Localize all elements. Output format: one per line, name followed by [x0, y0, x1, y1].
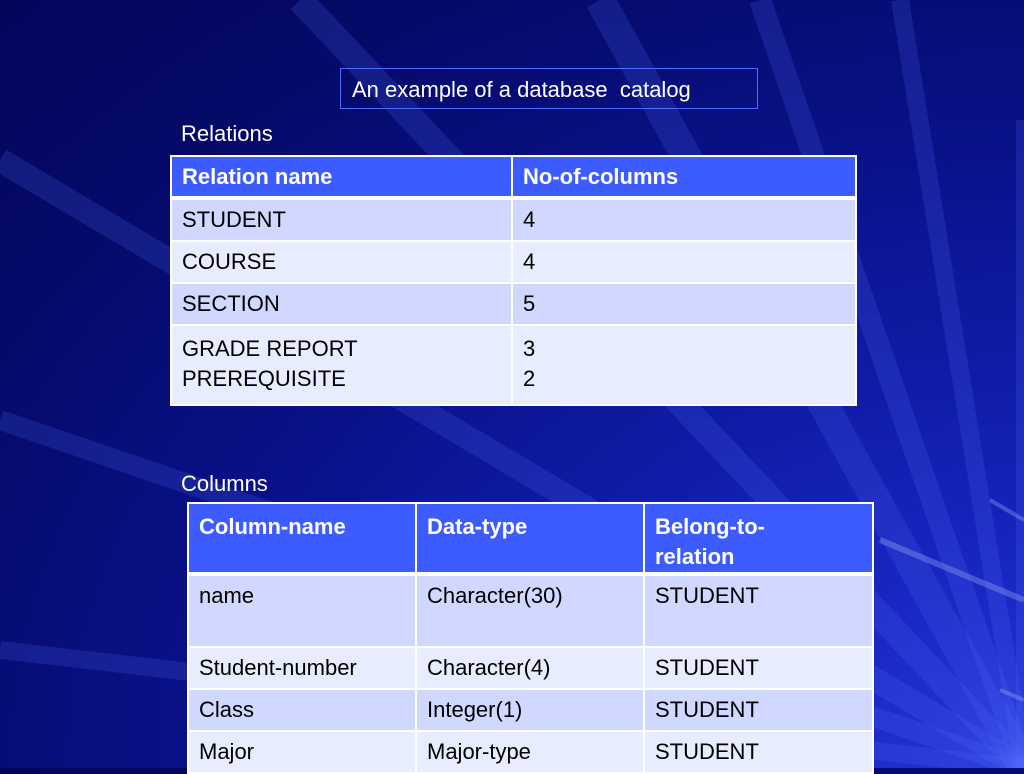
- data-type-cell: Major-type: [416, 731, 644, 773]
- data-type-cell: Character(30): [416, 574, 644, 647]
- data-type-header: Data-type: [416, 503, 644, 574]
- slide-title: An example of a database catalog: [340, 68, 758, 109]
- no-of-columns-header: No-of-columns: [512, 156, 856, 198]
- relation-cell: STUDENT: [644, 574, 873, 647]
- column-name-cell: name: [188, 574, 416, 647]
- columns-table: [187, 502, 874, 774]
- column-count-cell: 3 2: [512, 325, 856, 405]
- data-type-cell: Integer(1): [416, 689, 644, 731]
- relation-cell: STUDENT: [644, 731, 873, 773]
- belong-to-relation-header: Belong-to- relation: [644, 503, 873, 574]
- table-row: [188, 689, 873, 731]
- table-row: [171, 325, 856, 405]
- relation-name-cell: GRADE REPORT PREREQUISITE: [171, 325, 512, 405]
- table-row: [188, 647, 873, 689]
- columns-header-row: [188, 503, 873, 574]
- relation-name-header: Relation name: [171, 156, 512, 198]
- relations-label: Relations: [181, 121, 273, 146]
- relation-name-cell: SECTION: [171, 283, 512, 325]
- columns-label: Columns: [181, 471, 268, 496]
- relation-cell: STUDENT: [644, 647, 873, 689]
- relation-name-cell: COURSE: [171, 241, 512, 283]
- relations-table: [170, 155, 857, 406]
- relations-header-row: [171, 156, 856, 198]
- column-name-header: Column-name: [188, 503, 416, 574]
- table-row: [171, 198, 856, 241]
- table-row: [188, 731, 873, 773]
- table-row: [188, 574, 873, 647]
- relation-cell: STUDENT: [644, 689, 873, 731]
- column-name-cell: Student-number: [188, 647, 416, 689]
- table-row: [171, 283, 856, 325]
- column-name-cell: Major: [188, 731, 416, 773]
- column-count-cell: 5: [512, 283, 856, 325]
- column-count-cell: 4: [512, 198, 856, 241]
- relation-name-cell: STUDENT: [171, 198, 512, 241]
- table-row: [171, 241, 856, 283]
- column-count-cell: 4: [512, 241, 856, 283]
- data-type-cell: Character(4): [416, 647, 644, 689]
- column-name-cell: Class: [188, 689, 416, 731]
